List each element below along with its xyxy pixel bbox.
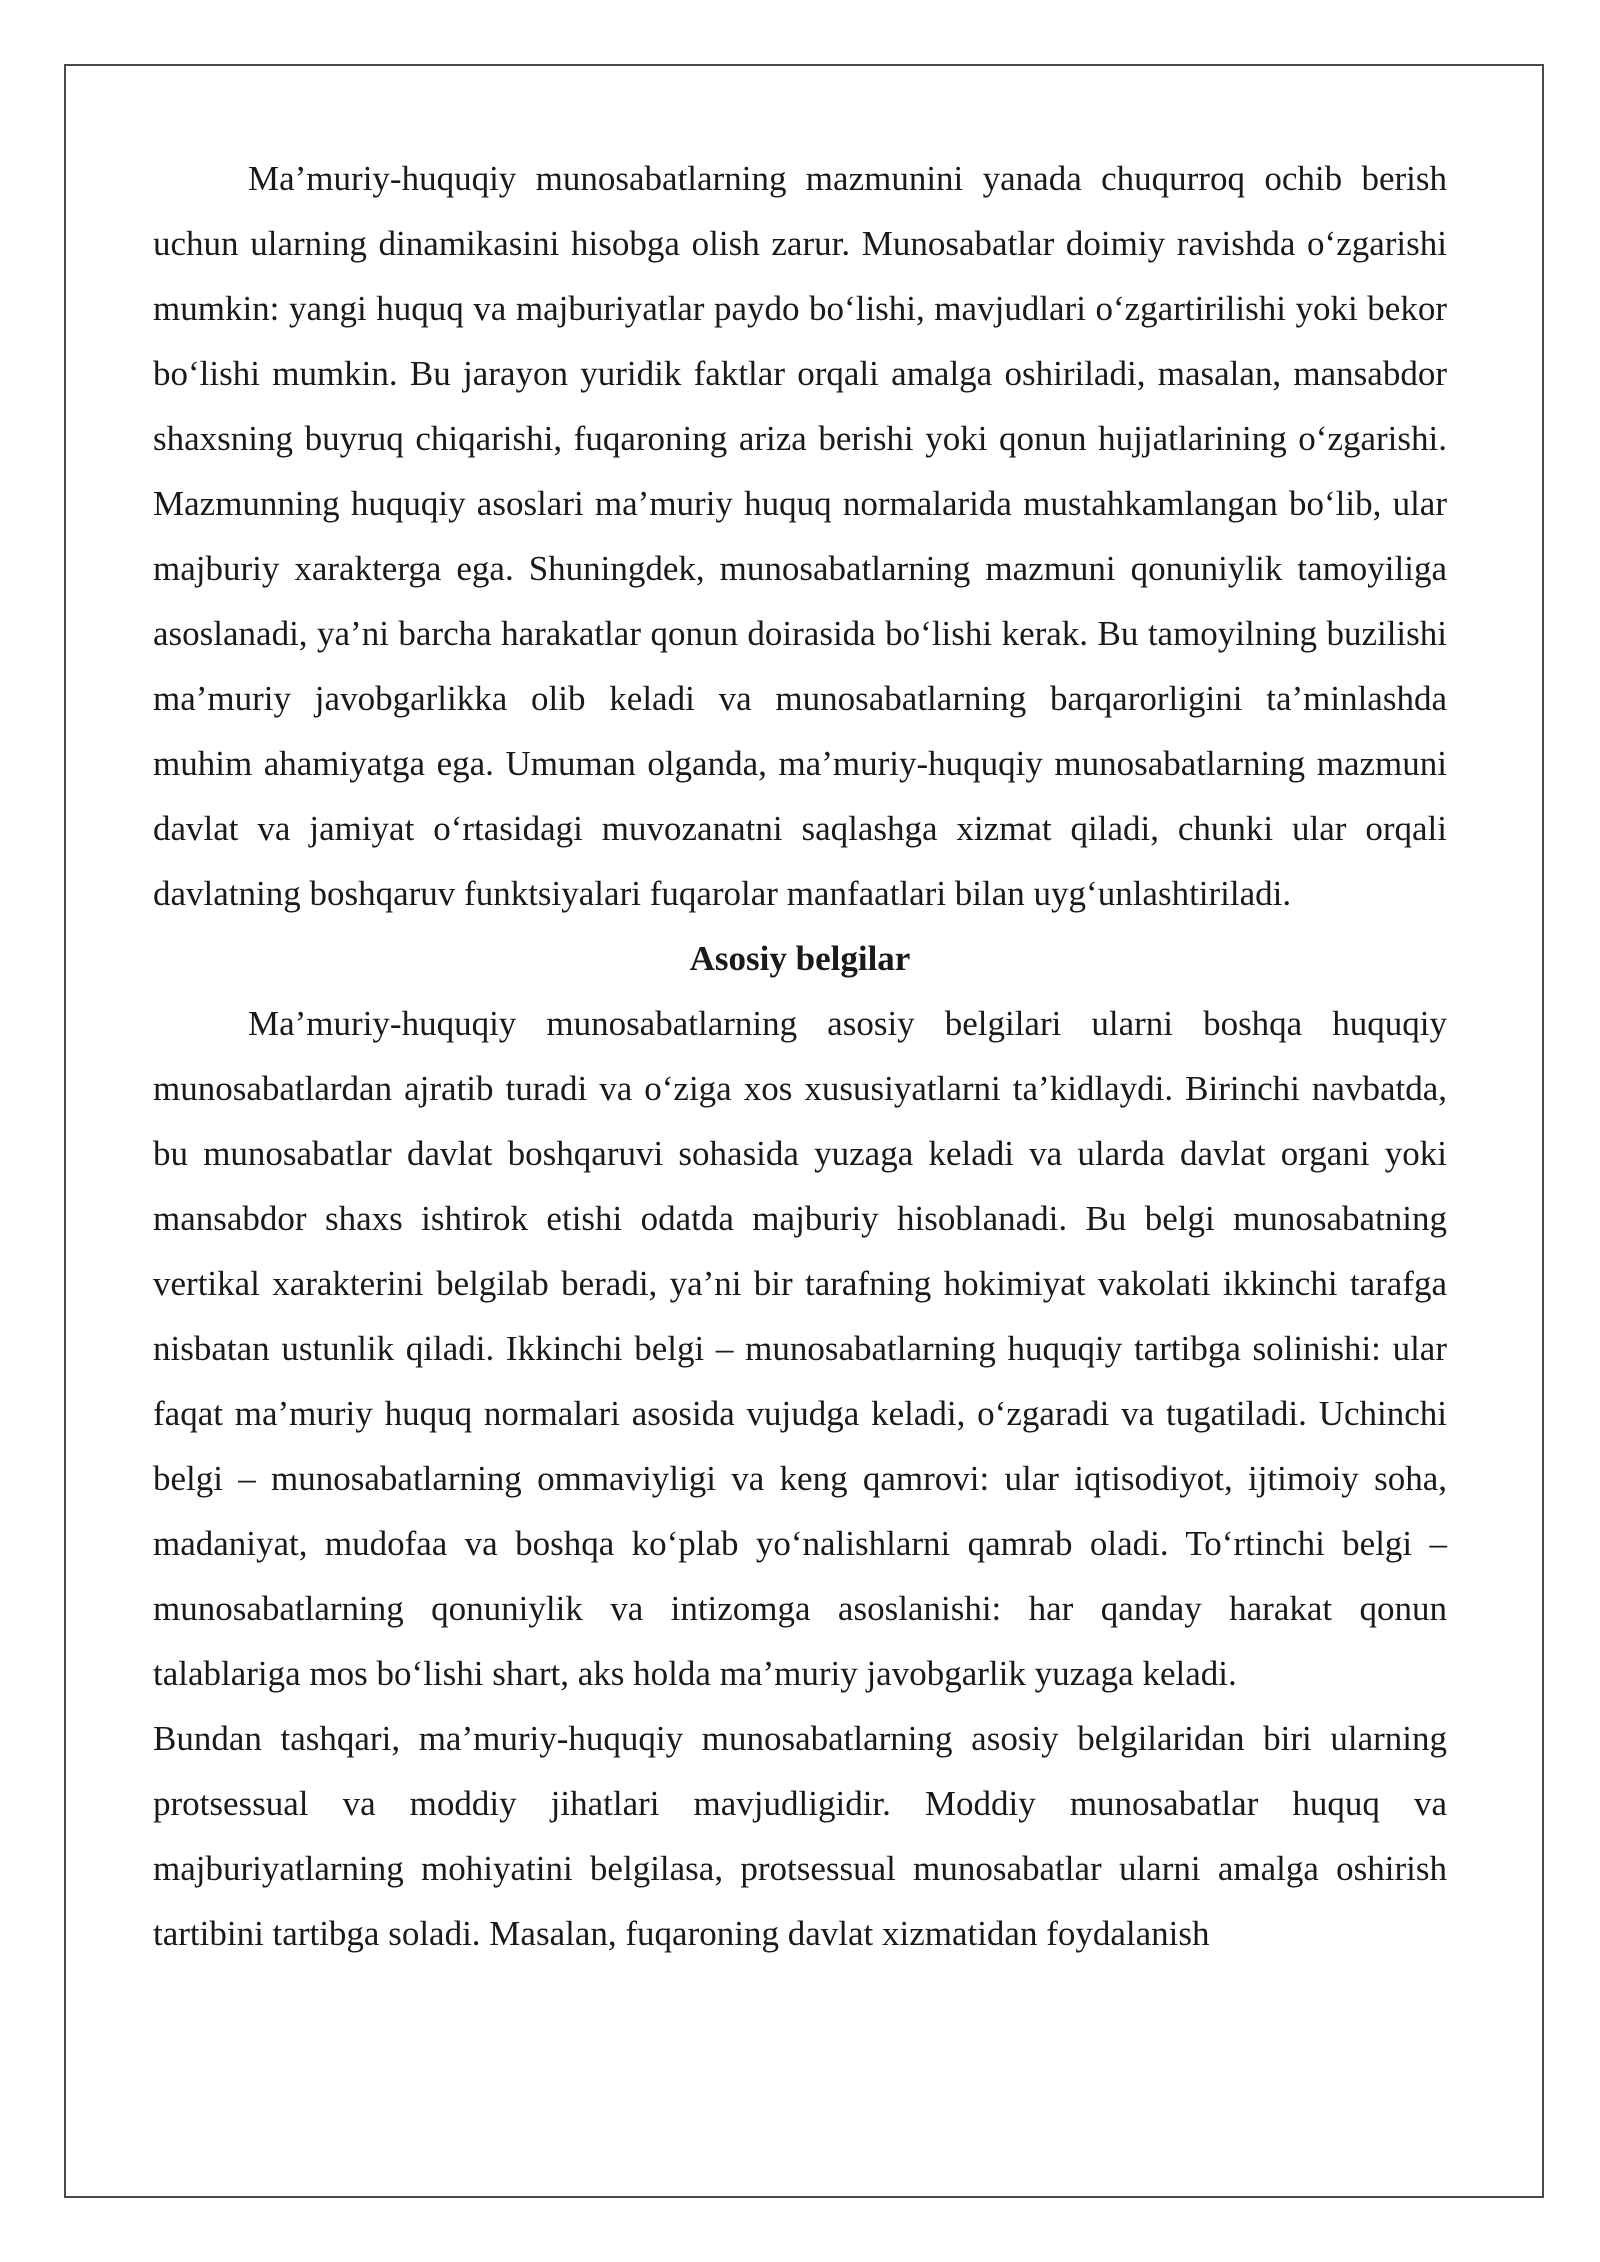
paragraph-main-features: Ma’muriy-huquqiy munosabatlarning asosiy belgilari ularni boshqa huquqiy munosabatlardan ajratib turadi va o‘ziga xos xususiyatlarni ta’kidlaydi. Birinchi navbatda, bu munosabatlar davlat boshqaruvi sohasida yuzaga keladi va ularda davlat organi yoki mansabdor shaxs ishtirok etishi odatda majburiy hisoblanadi. Bu belgi munosabatning vertikal xarakterini belgilab beradi, ya’ni bir tarafning hokimiyat vakolati ikkinchi tarafga nisbatan ustunlik qiladi. Ikkinchi belgi – munosabatlarning huquqiy tartibga solinishi: ular faqat ma’muriy huquq normalari asosida vujudga keladi, o‘zgaradi va tugatiladi. Uchinchi belgi – munosabatlarning ommaviyligi va keng qamrovi: ular iqtisodiyot, ijtimoiy soha, madaniyat, mudofaa va boshqa ko‘plab yo‘nalishlarni qamrab oladi. To‘rtinchi belgi – munosabatlarning qonuniylik va intizomga asoslanishi: har qanday harakat qonun talablariga mos bo‘lishi shart, aks holda ma’muriy javobgarlik yuzaga keladi.: [153, 1004, 1447, 1693]
section-heading: Asosiy belgilar: [689, 939, 911, 978]
paragraph-procedural-material: Bundan tashqari, ma’muriy-huquqiy munosabatlarning asosiy belgilaridan biri ularning protsessual va moddiy jihatlari mavjudligidir. Moddiy munosabatlar huquq va majburiyatlarning mohiyatini belgilasa, protsessual munosabatlar ularni amalga oshirish tartibini tartibga soladi. Masalan, fuqaroning davlat xizmatidan foydalanish: [153, 1719, 1447, 1953]
document-body: [153, 146, 1447, 1966]
paragraph-content-dynamics: Ma’muriy-huquqiy munosabatlarning mazmunini yanada chuqurroq ochib berish uchun ularning dinamikasini hisobga olish zarur. Munosabatlar doimiy ravishda o‘zgarishi mumkin: yangi huquq va majburiyatlar paydo bo‘lishi, mavjudlari o‘zgartirilishi yoki bekor bo‘lishi mumkin. Bu jarayon yuridik faktlar orqali amalga oshiriladi, masalan, mansabdor shaxsning buyruq chiqarishi, fuqaroning ariza berishi yoki qonun hujjatlarining o‘zgarishi. Mazmunning huquqiy asoslari ma’muriy huquq normalarida mustahkamlangan bo‘lib, ular majburiy xarakterga ega. Shuningdek, munosabatlarning mazmuni qonuniylik tamoyiliga asoslanadi, ya’ni barcha harakatlar qonun doirasida bo‘lishi kerak. Bu tamoyilning buzilishi ma’muriy javobgarlikka olib keladi va munosabatlarning barqarorligini ta’minlashda muhim ahamiyatga ega. Umuman olganda, ma’muriy-huquqiy munosabatlarning mazmuni davlat va jamiyat o‘rtasidagi muvozanatni saqlashga xizmat qiladi, chunki ular orqali davlatning boshqaruv funktsiyalari fuqarolar manfaatlari bilan uyg‘unlashtiriladi.: [153, 159, 1447, 913]
